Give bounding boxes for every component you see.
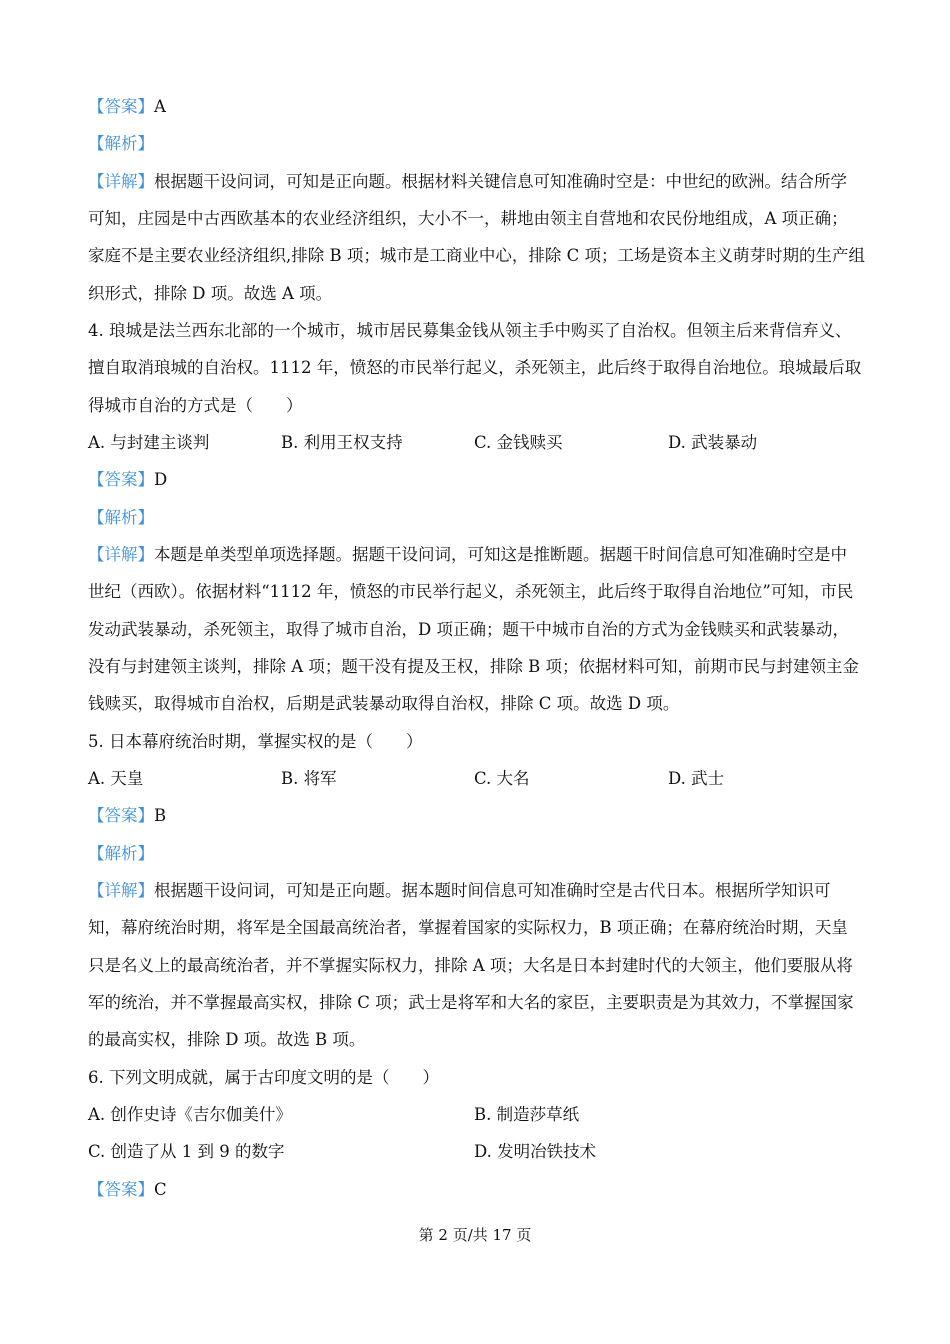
q4-detail-line: 发动武装暴动，杀死领主，取得了城市自治，D 项正确；题干中城市自治的方式为金钱赎买和武装暴动，	[88, 620, 849, 639]
q5-detail-line	[88, 881, 868, 901]
q5-option-d: D. 武士	[668, 769, 725, 788]
q4-answer	[88, 470, 868, 490]
q4-detail-line: 钱赎买，取得城市自治权，后期是武装暴动取得自治权，排除 C 项。故选 D 项。	[88, 694, 680, 713]
q6-option-b: B. 制造莎草纸	[474, 1105, 580, 1124]
answer-tag: 【答案】	[88, 806, 154, 825]
q4-detail-line: 没有与封建领主谈判，排除 A 项；题干没有提及王权，排除 B 项；依据材料可知，前期市民与封建领主金	[88, 657, 860, 676]
answer-value: A	[154, 97, 166, 116]
page-footer: 第 2 页/共 17 页	[418, 1226, 532, 1244]
q4-question-line: 得城市自治的方式是（ ）	[88, 396, 303, 415]
q4-option-d: D. 武装暴动	[668, 433, 758, 452]
q5-detail-line: 的最高实权，排除 D 项。故选 B 项。	[88, 1030, 366, 1049]
q4-detail-line: 世纪（西欧）。依据材料“1112 年，愤怒的市民举行起义，杀死领主，此后终于取得自治地位”可知，市民	[88, 582, 854, 601]
detail-tag: 【详解】	[88, 172, 154, 191]
q4-question-line: 擅自取消琅城的自治权。1112 年，愤怒的市民举行起义，杀死领主，此后终于取得自治地位。琅城最后取	[88, 358, 862, 377]
q3-analysis	[88, 134, 868, 154]
q6-option-d: D. 发明冶铁技术	[474, 1142, 597, 1161]
detail-text: 根据题干设问词，可知是正向题。根据材料关键信息可知准确时空是：中世纪的欧洲。结合所学	[154, 172, 847, 191]
q3-detail-line: 家庭不是主要农业经济组织,排除 B 项；城市是工商业中心，排除 C 项；工场是资本主义萌芽时期的生产组	[88, 246, 865, 265]
q5-detail-line: 军的统治，并不掌握最高实权，排除 C 项；武士是将军和大名的家臣，主要职责是为其效力，不掌握国家	[88, 993, 854, 1012]
q5-detail-line: 知，幕府统治时期，将军是全国最高统治者，掌握着国家的实际权力，B 项正确；在幕府统治时期，天皇	[88, 918, 848, 937]
q6-option-a: A. 创作史诗《吉尔伽美什》	[88, 1105, 292, 1124]
q3-detail-line: 织形式，排除 D 项。故选 A 项。	[88, 284, 333, 303]
detail-tag: 【详解】	[88, 545, 154, 564]
q3-answer	[88, 97, 868, 117]
q4-option-b: B. 利用王权支持	[281, 433, 403, 452]
detail-text: 本题是单类型单项选择题。据题干设问词，可知这是推断题。据题干时间信息可知准确时空是中	[154, 545, 847, 564]
q4-option-a: A. 与封建主谈判	[88, 433, 210, 452]
q5-option-c: C. 大名	[474, 769, 530, 788]
q5-option-a: A. 天皇	[88, 769, 144, 788]
q5-question: 5. 日本幕府统治时期，掌握实权的是（ ）	[88, 732, 423, 751]
q6-answer	[88, 1180, 868, 1200]
q5-option-b: B. 将军	[281, 769, 337, 788]
detail-text: 根据题干设问词，可知是正向题。据本题时间信息可知准确时空是古代日本。根据所学知识可	[154, 881, 831, 900]
q4-option-c: C. 金钱赎买	[474, 433, 563, 452]
q5-analysis	[88, 844, 868, 864]
q3-detail-line: 可知，庄园是中古西欧基本的农业经济组织，大小不一，耕地由领主自营地和农民份地组成，A 项正确；	[88, 209, 848, 228]
q5-answer	[88, 806, 868, 826]
analysis-tag: 【解析】	[88, 508, 154, 527]
answer-tag: 【答案】	[88, 97, 154, 116]
detail-tag: 【详解】	[88, 881, 154, 900]
q4-analysis	[88, 508, 868, 528]
answer-tag: 【答案】	[88, 470, 154, 489]
answer-value: D	[154, 470, 168, 489]
analysis-tag: 【解析】	[88, 134, 154, 153]
q6-option-c: C. 创造了从 1 到 9 的数字	[88, 1142, 285, 1161]
answer-tag: 【答案】	[88, 1180, 154, 1199]
q3-detail-line	[88, 172, 868, 192]
answer-value: B	[154, 806, 167, 825]
q4-detail-line	[88, 545, 868, 565]
q5-detail-line: 只是名义上的最高统治者，并不掌握实际权力，排除 A 项；大名是日本封建时代的大领主，他们要服从将	[88, 956, 853, 975]
analysis-tag: 【解析】	[88, 844, 154, 863]
q4-question-line: 4. 琅城是法兰西东北部的一个城市，城市居民募集金钱从领主手中购买了自治权。但领主后来背信弃义、	[88, 321, 852, 340]
q6-question: 6. 下列文明成就，属于古印度文明的是（ ）	[88, 1068, 439, 1087]
answer-value: C	[154, 1180, 167, 1199]
